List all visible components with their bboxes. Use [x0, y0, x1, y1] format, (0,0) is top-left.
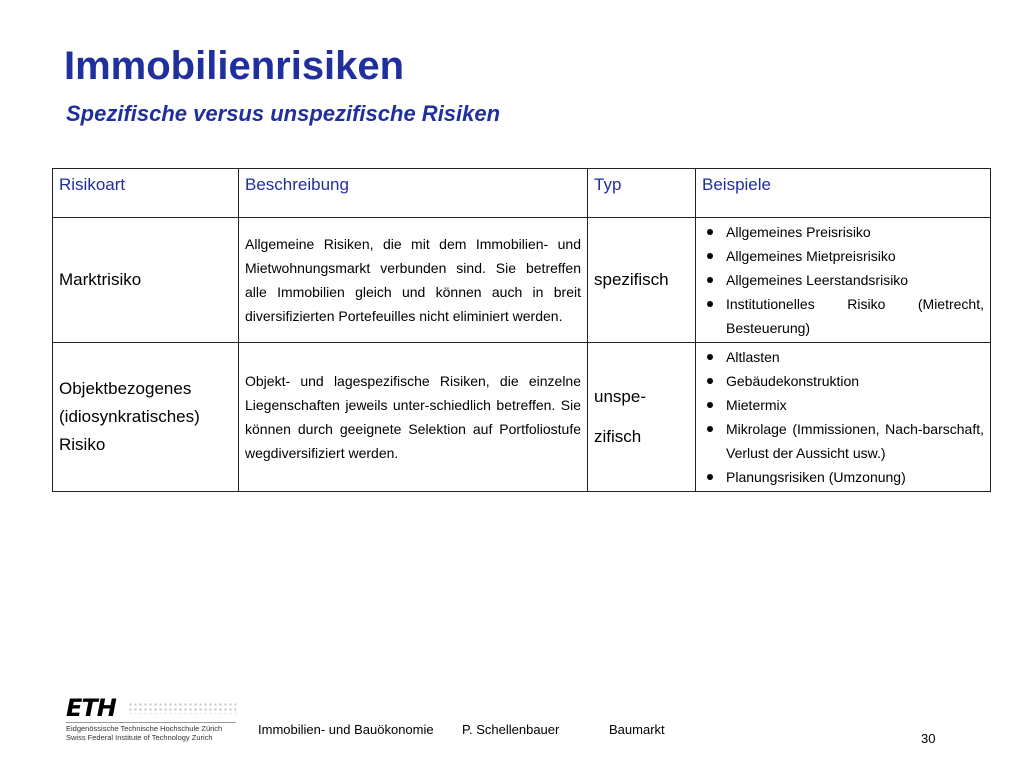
logo-line-german: Eidgenössische Technische Hochschule Zürich: [66, 724, 223, 733]
logo-dots-pattern: [128, 702, 236, 714]
bullet-icon: [707, 426, 713, 432]
list-item: Allgemeines Leerstandsrisiko: [702, 268, 984, 292]
list-item: Mikrolage (Immissionen, Nach-barschaft, Verlust der Aussicht usw.): [702, 417, 984, 465]
page-number: 30: [921, 731, 936, 746]
list-item: Allgemeines Mietpreisrisiko: [702, 244, 984, 268]
table-header-row: [53, 169, 991, 218]
table-row: [53, 218, 991, 343]
list-item: Gebäudekonstruktion: [702, 369, 984, 393]
bullet-icon: [707, 301, 713, 307]
examples-list: [702, 220, 984, 340]
bullet-icon: [707, 474, 713, 480]
risk-type-cell: Marktrisiko: [53, 218, 239, 343]
list-item: Planungsrisiken (Umzonung): [702, 465, 984, 489]
header-beschreibung: Beschreibung: [239, 169, 588, 218]
footer-topic: Baumarkt: [609, 722, 665, 737]
table-row: [53, 343, 991, 492]
examples-cell: [696, 218, 991, 343]
type-cell: spezifisch: [588, 218, 696, 343]
bullet-icon: [707, 277, 713, 283]
description-cell: Objekt- und lagespezifische Risiken, die einzelne Liegenschaften jeweils unter-schiedlich betreffen. Sie können durch geeignete Selektion auf Portfoliostufe wegdiversifiziert werden.: [239, 343, 588, 492]
header-beispiele: Beispiele: [696, 169, 991, 218]
risk-type-cell: Objektbezogenes (idiosynkratisches) Risiko: [53, 343, 239, 492]
examples-cell: [696, 343, 991, 492]
footer-course: Immobilien- und Bauökonomie: [258, 722, 434, 737]
slide-subtitle: Spezifische versus unspezifische Risiken: [66, 101, 501, 126]
bullet-icon: [707, 378, 713, 384]
bullet-icon: [707, 229, 713, 235]
bullet-icon: [707, 253, 713, 259]
header-risikoart: Risikoart: [53, 169, 239, 218]
logo-line-english: Swiss Federal Institute of Technology Zurich: [66, 733, 213, 742]
header-typ: Typ: [588, 169, 696, 218]
list-item: Institutionelles Risiko (Mietrecht, Besteuerung): [702, 292, 984, 340]
risk-table: [52, 168, 991, 492]
list-item: Allgemeines Preisrisiko: [702, 220, 984, 244]
type-cell: unspe-zifisch: [588, 343, 696, 492]
description-cell: Allgemeine Risiken, die mit dem Immobilien- und Mietwohnungsmarkt verbunden sind. Sie betreffen alle Immobilien gleich und können auch in breit diversifizierten Portefeuilles nicht eliminiert werden.: [239, 218, 588, 343]
list-item: Mietermix: [702, 393, 984, 417]
bullet-icon: [707, 354, 713, 360]
logo-divider: [66, 722, 236, 723]
examples-list: [702, 345, 984, 489]
eth-logo: [66, 696, 236, 742]
bullet-icon: [707, 402, 713, 408]
slide-title: Immobilienrisiken: [64, 44, 405, 88]
footer-author: P. Schellenbauer: [462, 722, 560, 737]
eth-wordmark: ETH: [66, 694, 116, 722]
list-item: Altlasten: [702, 345, 984, 369]
